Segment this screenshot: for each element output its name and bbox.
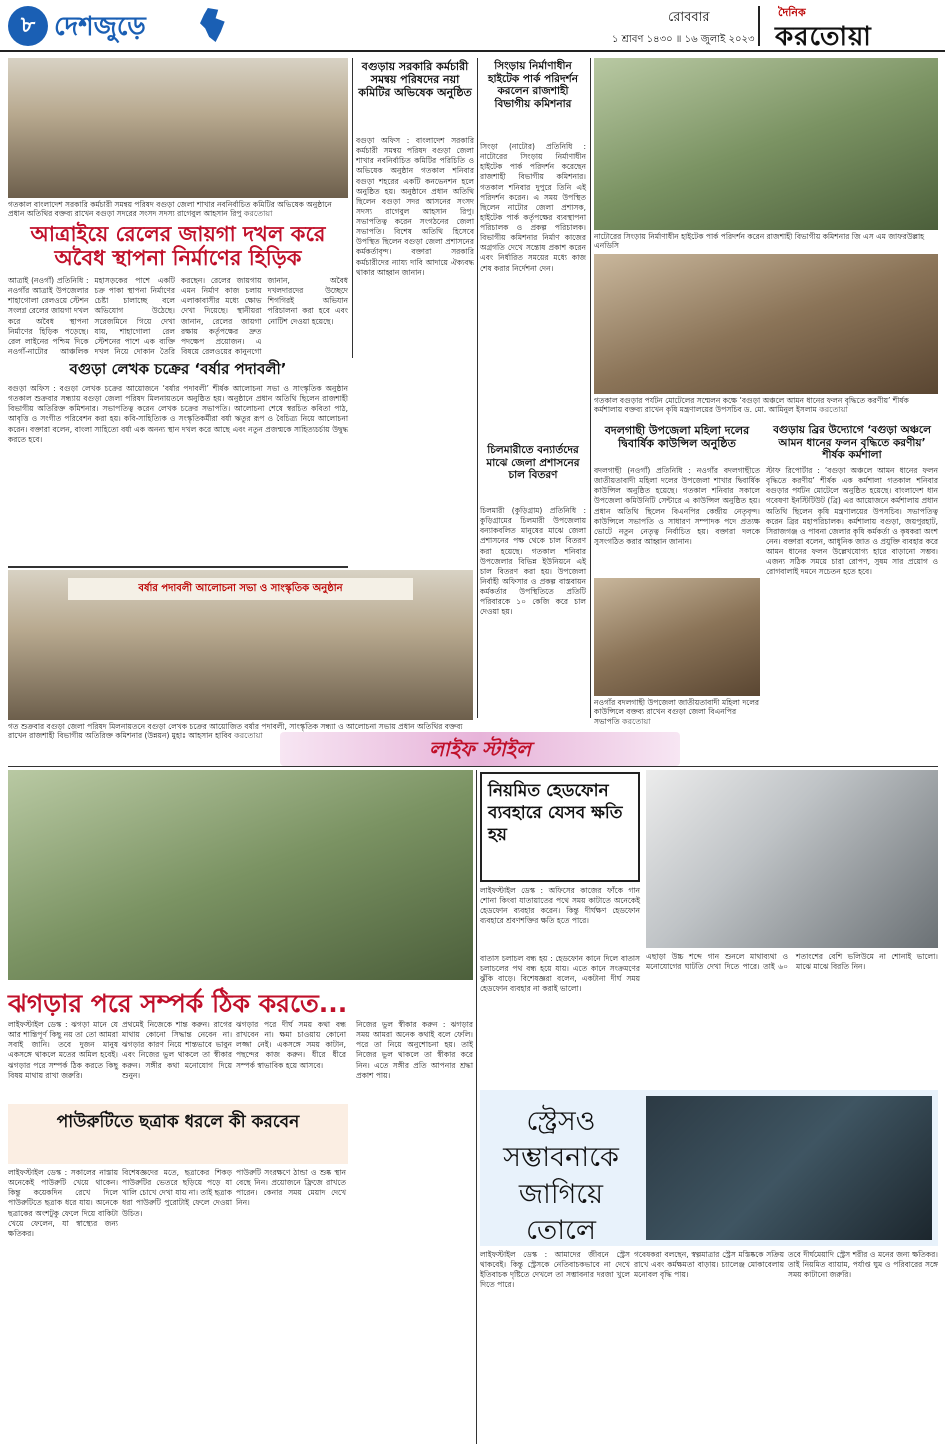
caption-credit: করতোয়া [819, 405, 848, 415]
photo-hitech-park [594, 58, 938, 230]
article-chilmari-body: চিলমারী (কুড়িগ্রাম) প্রতিনিধি : কুড়িগ্রামের চিলমারী উপজেলায় বন্যাকবলিত মানুষের মাঝে জেলা প্রশাসনের পক্ষ থেকে চাল বিতরণ করা হয়েছে। গতকাল শনিবার উপজেলার বিভিন্ন ইউনিয়নে এই চাল বিতরণ করা হয়। উপজেলা নির্বাহী অফিসার ও প্রকল্প বাস্তবায়ন কর্মকর্তার উপস্থিতিতে প্রতিটি পরিবারকে ১০ কেজি করে চাল দেওয়া হয়। [480, 506, 586, 617]
article-atrai-body: আত্রাই (নওগাঁ) প্রতিনিধি : নওগাঁর আত্রাই উপজেলার শাহাগোলা রেলওয়ে স্টেশন সংলগ্ন রেলের জায়গা দখল করে অবৈধ স্থাপনা নির্মাণের হিড়িক পড়েছে। রেল লাইনের পশ্চিম দিকে নওগাঁ-নাটোর আঞ্চলিক মহাসড়কের পাশে একটি চক্র পাকা স্থাপনা নির্মাণের চেষ্টা চালাচ্ছে বলে অভিযোগ উঠেছে। সরেজমিনে গিয়ে দেখা যায়, শাহাগোলা রেল স্টেশনের পাশে এক ব্যক্তি দখল নিয়ে দোকান তৈরি করছেন। রেলের জায়গায় এমন নির্মাণ কাজ চলায় এলাকাবাসীর মধ্যে ক্ষোভ দেখা দিয়েছে। স্থানীয়রা জানান, রেলের জায়গা রক্ষায় কর্তৃপক্ষের দ্রুত পদক্ষেপ প্রয়োজন। এ বিষয়ে রেলওয়ের কানুনগো জানান, অবৈধ দখলদারদের উচ্ছেদে শিগগিরই অভিযান পরিচালনা করা হবে এবং নোটিশ দেওয়া হয়েছে। [8, 276, 348, 356]
headline-atrai: আত্রাইয়ে রেলের জায়গা দখল করে অবৈধ স্থাপনা নির্মাণের হিড়িক [30, 222, 326, 271]
section-rule [8, 766, 938, 767]
caption-credit: করতোয়া [243, 209, 273, 219]
photo-driver-earphones [646, 770, 938, 948]
bangladesh-map-icon [200, 8, 226, 42]
relationship-body-4: নিজের ভুল স্বীকার করুন : ঝগড়ার সময় আমরা অনেক কথাই বলে ফেলি। পরে তা নিয়ে অনুশোচনা হয়। তাই নিজের ভুল থাকলে তা স্বীকার করে নিন। এতে সঙ্গীর প্রতি আপনার শ্রদ্ধা প্রকাশ পায়। [356, 1020, 473, 1080]
section-title: দেশজুড়ে [54, 12, 146, 42]
caption-text: গতকাল বাংলাদেশ সরকারি কর্মচারী সমন্বয় পরিষদ বগুড়া জেলা শাখার নবনির্বাচিত কমিটির অভিষেক অনুষ্ঠানে প্রধান অতিথির বক্তব্য রাখেন বগুড়া সদরের সংসদ সদস্য রাগেবুল আহসান রিপু [8, 200, 332, 219]
headphone-body-3: এছাড়া উচ্চ শব্দে গান শুনলে মাথাব্যথা ও মনোযোগের ঘাটতি দেখা দিতে পারে। তাই ৬০ শতাংশের বেশি ভলিউমে না শোনাই ভালো। মাঝে মাঝে বিরতি নিন। [646, 952, 938, 972]
event-banner: বর্ষার পদাবলী আলোচনা সভা ও সাংস্কৃতিক অনুষ্ঠান [68, 578, 413, 600]
photo-stressed-man [646, 1096, 932, 1240]
masthead-divider [758, 6, 760, 46]
bread-body-3: পাউরুটি সংরক্ষণে ঠান্ডা ও শুষ্ক স্থান বেছে নিন। প্রয়োজনে ফ্রিজে রাখতে পারেন। কেনার সময় মেয়াদ দেখে নিন। [236, 1168, 346, 1208]
headphone-body-2: বাতাস চলাচল বন্ধ হয় : হেডফোন কানে দিলে বাতাস চলাচলের পথ বন্ধ হয়ে যায়। এতে কানে সংক্রমণের ঝুঁকি বাড়ে। বিশেষজ্ঞরা বলেন, একটানা দীর্ঘ সময় হেডফোন ব্যবহার না করাই ভালো। [480, 954, 640, 994]
article-brri-body: স্টাফ রিপোর্টার : ‘বগুড়া অঞ্চলে আমন ধানের ফলন বৃদ্ধিতে করণীয়’ শীর্ষক এক কর্মশালা গতকাল শনিবার বগুড়ার পর্যটন মোটেলে অনুষ্ঠিত হয়েছে। বাংলাদেশ ধান গবেষণা ইনস্টিটিউট (ব্রি) এর আয়োজনে কর্মশালায় প্রধান অতিথি ছিলেন কৃষি মন্ত্রণালয়ের উপসচিব। সভাপতিত্ব করেন ব্রির মহাপরিচালক। কর্মশালায় বগুড়া, জয়পুরহাট, সিরাজগঞ্জ ও পাবনা জেলার কৃষি কর্মকর্তা ও কৃষকরা অংশ নেন। বক্তারা বলেন, আধুনিক জাত ও প্রযুক্তি ব্যবহার করে আমন ধানের ফলন উল্লেখযোগ্য হারে বাড়ানো সম্ভব। এজন্য সঠিক সময়ে চারা রোপণ, সুষম সার প্রয়োগ ও রোগবালাই দমনে সচেতন হতে হবে। [766, 466, 938, 577]
photo-workshop-caption [594, 396, 938, 420]
brand-logo: করতোয়া [775, 22, 872, 52]
page-number: ৮ [8, 6, 48, 46]
caption-credit: করতোয়া [234, 731, 263, 741]
headline-hitech: সিংড়ায় নির্মাণাধীন হাইটেক পার্ক পরিদর্শন করলেন রাজশাহী বিভাগীয় কমিশনার [487, 60, 579, 110]
stress-body-2: গবেষকরা বলছেন, স্বল্পমাত্রার স্ট্রেস মস্তিষ্ককে সক্রিয় রাখে এবং কর্মক্ষমতা বাড়ায়। চ্যালেঞ্জ মোকাবেলায় মনোবল বৃদ্ধি পায়। [634, 1250, 784, 1280]
photo-meeting-caption [8, 200, 348, 222]
article-badalgachi-body: বদলগাছী (নওগাঁ) প্রতিনিধি : নওগাঁর বদলগাছীতে জাতীয়তাবাদী মহিলা দলের উপজেলা শাখার দ্বিবার্ষিক কাউন্সিল অনুষ্ঠিত হয়েছে। গতকাল শনিবার সকালে উপজেলা কমিউনিটি সেন্টারে এ কাউন্সিল অনুষ্ঠিত হয়। প্রধান অতিথি ছিলেন বিএনপির কেন্দ্রীয় নেতৃবৃন্দ। কাউন্সিলে সভাপতি ও সাধারণ সম্পাদক পদে প্রত্যক্ষ ভোটে নতুন নেতৃত্ব নির্বাচিত হয়। বক্তারা দলকে সুসংগঠিত করার আহ্বান জানান। [594, 466, 760, 546]
brand-prefix: দৈনিক [778, 6, 806, 19]
headline-employees: বগুড়ায় সরকারি কর্মচারী সমন্বয় পরিষদের নয়া কমিটির অভিষেক অনুষ্ঠিত [358, 60, 472, 100]
photo-couple [8, 770, 473, 980]
column-rule [590, 58, 591, 718]
stress-body-1: লাইফস্টাইল ডেস্ক : আমাদের জীবনে স্ট্রেস থাকবেই। কিন্তু স্ট্রেসকে নেতিবাচকভাবে না দেখে ইতিবাচক দৃষ্টিতে দেখলে তা সম্ভাবনার দরজা খুলে দিতে পারে। [480, 1250, 630, 1290]
bread-body-1: লাইফস্টাইল ডেস্ক : সকালের নাস্তায় অনেকেই পাউরুটি খেয়ে থাকেন। কিন্তু কয়েকদিন রেখে দিলে পাউরুটিতে ছত্রাক ধরে যায়। অনেকে ছত্রাকের অংশটুকু ফেলে দিয়ে বাকিটা খেয়ে ফেলেন, যা স্বাস্থ্যের জন্য ক্ষতিকর। [8, 1168, 118, 1238]
relationship-body-3: ঝগড়ার পরে দীর্ঘ সময় কথা বন্ধ রাখবেন না। ক্ষমা চাওয়ায় কোনো লজ্জা নেই। একসঙ্গে সময় কাটান, পছন্দের কাজ করুন। ধীরে ধীরে সম্পর্ক স্বাভাবিক হয়ে আসবে। [236, 1020, 346, 1070]
column-rule [477, 58, 478, 718]
column-rule [476, 770, 477, 1444]
lifestyle-banner-text: লাইফ স্টাইল [429, 737, 531, 761]
photo-badalgachi [594, 578, 760, 696]
caption-text: গত শুক্রবার বগুড়া জেলা পরিষদ মিলনায়তনে বগুড়া লেখক চক্রের আয়োজিত বর্ষার পদাবলী, সাংস্কৃতিক সন্ধ্যা ও আলোচনা সভায় প্রধান অতিথির বক্তব্য রাখেন রাজশাহী বিভাগীয় অতিরিক্ত কমিশনার (উন্নয়ন) মুহাঃ আহসান হাবিব [8, 722, 463, 741]
headline-brri: বগুড়ায় ব্রির উদ্যোগে ‘বগুড়া অঞ্চলে আমন ধানের ফলন বৃদ্ধিতে করণীয়’ শীর্ষক কর্মশালা [773, 424, 931, 462]
headline-stress: স্ট্রেসও সম্ভাবনাকে জাগিয়ে তোলে [503, 1106, 619, 1247]
photo-meeting [8, 58, 348, 198]
relationship-body-1: লাইফস্টাইল ডেস্ক : ঝগড়া মানে যে আর শান্তিপূর্ণ কিছু নয় তা তো আমরা সবাই জানি। তবে দুজন মানুষ একসঙ্গে থাকলে মতের অমিল হবেই। ঝগড়ার পরে সম্পর্ক ঠিক করতে কিছু বিষয় মাথায় রাখা জরুরি। [8, 1020, 118, 1080]
headline-chilmari: চিলমারীতে বন্যার্তদের মাঝে জেলা প্রশাসনের চাল বিতরণ [486, 444, 580, 482]
headphone-header-box [480, 772, 640, 882]
date-label: ১ শ্রাবণ ১৪৩০ ॥ ১৬ জুলাই ২০২৩ [612, 34, 755, 45]
article-hitech-body: সিংড়া (নাটোর) প্রতিনিধি : নাটোরের সিংড়ায় নির্মাণাধীন হাইটেক পার্ক পরিদর্শন করেছেন রাজশাহী বিভাগীয় কমিশনার। গতকাল শনিবার দুপুরে তিনি এই পরিদর্শন করেন। এ সময় উপস্থিত ছিলেন নাটোর জেলা প্রশাসক, হাইটেক পার্ক কর্তৃপক্ষের ব্যবস্থাপনা পরিচালক ও প্রকল্প পরিচালক। বিভাগীয় কমিশনার নির্মাণ কাজের অগ্রগতি দেখে সন্তোষ প্রকাশ করেন এবং নির্ধারিত সময়ের মধ্যে কাজ শেষ করার নির্দেশনা দেন। [480, 142, 586, 273]
caption-credit: করতোয়া [621, 716, 651, 726]
stress-header-box [480, 1090, 938, 1246]
column-rule [352, 58, 353, 358]
headline-headphone: নিয়মিত হেডফোন ব্যবহারে যেসব ক্ষতি হয় [488, 781, 623, 846]
stress-body-3: তবে দীর্ঘমেয়াদি স্ট্রেস শরীর ও মনের জন্য ক্ষতিকর। তাই নিয়মিত ব্যায়াম, পর্যাপ্ত ঘুম ও পরিবারের সঙ্গে সময় কাটানো জরুরি। [788, 1250, 938, 1280]
article-bangla-writers-body: বগুড়া অফিস : বগুড়া লেখক চক্রের আয়োজনে ‘বর্ষার পদাবলী’ শীর্ষক আলোচনা সভা ও সাংস্কৃতিক অনুষ্ঠান গতকাল শুক্রবার সন্ধ্যায় বগুড়া জেলা পরিষদ মিলনায়তনে অনুষ্ঠিত হয়। অনুষ্ঠানে প্রধান অতিথি ছিলেন রাজশাহী বিভাগীয় অতিরিক্ত কমিশনার। সভাপতিত্ব করেন লেখক চক্রের সভাপতি। আলোচনা শেষে স্বরচিত কবিতা পাঠ, আবৃত্তি ও সংগীত পরিবেশন করা হয়। কবি-সাহিত্যিক ও সংস্কৃতিকর্মীরা বর্ষা ঋতুর রূপ ও বৈচিত্র্য নিয়ে আলোচনা করেন। বক্তারা বলেন, বাংলা সাহিত্যে বর্ষা এক অনন্য স্থান দখল করে আছে এবং নতুন প্রজন্মকে সাহিত্যচর্চায় উদ্বুদ্ধ করতে হবে। [8, 384, 348, 444]
caption-text: গতকাল বগুড়ার পর্যটন মোটেলের সম্মেলন কক্ষে ‘বগুড়া অঞ্চলে আমন ধানের ফলন বৃদ্ধিতে করণীয়’ শীর্ষক কর্মশালায় বক্তব্য রাখেন কৃষি মন্ত্রণালয়ের উপসচিব ড. মো. আমিনুল ইসলাম [594, 396, 909, 415]
headline-bangla-writers: বগুড়া লেখক চক্রের ‘বর্ষার পদাবলী’ [69, 360, 287, 378]
article-employees-body: বগুড়া অফিস : বাংলাদেশ সরকারি কর্মচারী সমন্বয় পরিষদ বগুড়া জেলা শাখার নবনির্বাচিত কমিটির পরিচিতি ও অভিষেক অনুষ্ঠান গতকাল শনিবার বগুড়া শহরের একটি কনভেনশন হলে অনুষ্ঠিত হয়। অনুষ্ঠানে প্রধান অতিথি ছিলেন বগুড়া সদর আসনের সংসদ সদস্য রাগেবুল আহসান রিপু। সভাপতিত্ব করেন সংগঠনের জেলা সভাপতি। বিশেষ অতিথি হিসেবে উপস্থিত ছিলেন বগুড়া জেলা প্রশাসনের কর্মকর্তাবৃন্দ। বক্তারা সরকারি কর্মচারীদের ন্যায্য দাবি আদায়ে ঐক্যবদ্ধ থাকার আহ্বান জানান। [356, 136, 474, 277]
masthead [0, 0, 945, 52]
photo-badalgachi-caption [594, 698, 760, 726]
headline-relationship: ঝগড়ার পরে সম্পর্ক ঠিক করতে... [8, 989, 348, 1018]
photo-workshop [594, 254, 938, 394]
headline-bread: পাউরুটিতে ছত্রাক ধরলে কী করবেন [56, 1112, 300, 1132]
day-label: রোববার [668, 10, 710, 25]
lifestyle-banner [280, 732, 680, 766]
bread-header-box [8, 1104, 348, 1164]
photo-hitech-caption: নাটোরের সিংড়ায় নির্মাণাধীন হাইটেক পার্ক পরিদর্শন করেন রাজশাহী বিভাগীয় কমিশনার জি এস এম জাফরউল্লাহ এনডিসি [594, 232, 925, 251]
divider [8, 566, 348, 568]
headline-badalgachi: বদলগাছী উপজেলা মহিলা দলের দ্বিবার্ষিক কাউন্সিল অনুষ্ঠিত [604, 424, 750, 451]
relationship-body-2: প্রথমেই নিজেকে শান্ত করুন। রাগের মাথায় কোনো সিদ্ধান্ত নেবেন না। ঝগড়ার কারণ নিয়ে শান্তভাবে ভাবুন এবং নিজের ভুল থাকলে তা স্বীকার করুন। সঙ্গীর কথা মনোযোগ দিয়ে শুনুন। [122, 1020, 232, 1080]
bread-body-2: বিশেষজ্ঞদের মতে, ছত্রাকের শিকড় পাউরুটির ভেতরে ছড়িয়ে পড়ে যা খালি চোখে দেখা যায় না। তাই ছত্রাক ধরা পাউরুটি পুরোটাই ফেলে দেওয়া উচিত। [122, 1168, 232, 1218]
photo-event [8, 570, 473, 720]
headphone-body-1: লাইফস্টাইল ডেস্ক : অফিসের কাজের ফাঁকে গান শোনা কিংবা যাতায়াতের পথে সময় কাটাতে অনেকেই হেডফোন ব্যবহার করেন। কিন্তু দীর্ঘক্ষণ হেডফোন ব্যবহারে শ্রবণশক্তির ক্ষতি হতে পারে। [480, 886, 640, 926]
caption-text: নওগাঁর বদলগাছী উপজেলা জাতীয়তাবাদী মহিলা দলের কাউন্সিলে বক্তব্য রাখেন বগুড়া জেলা বিএনপির সভাপতি [594, 698, 760, 726]
